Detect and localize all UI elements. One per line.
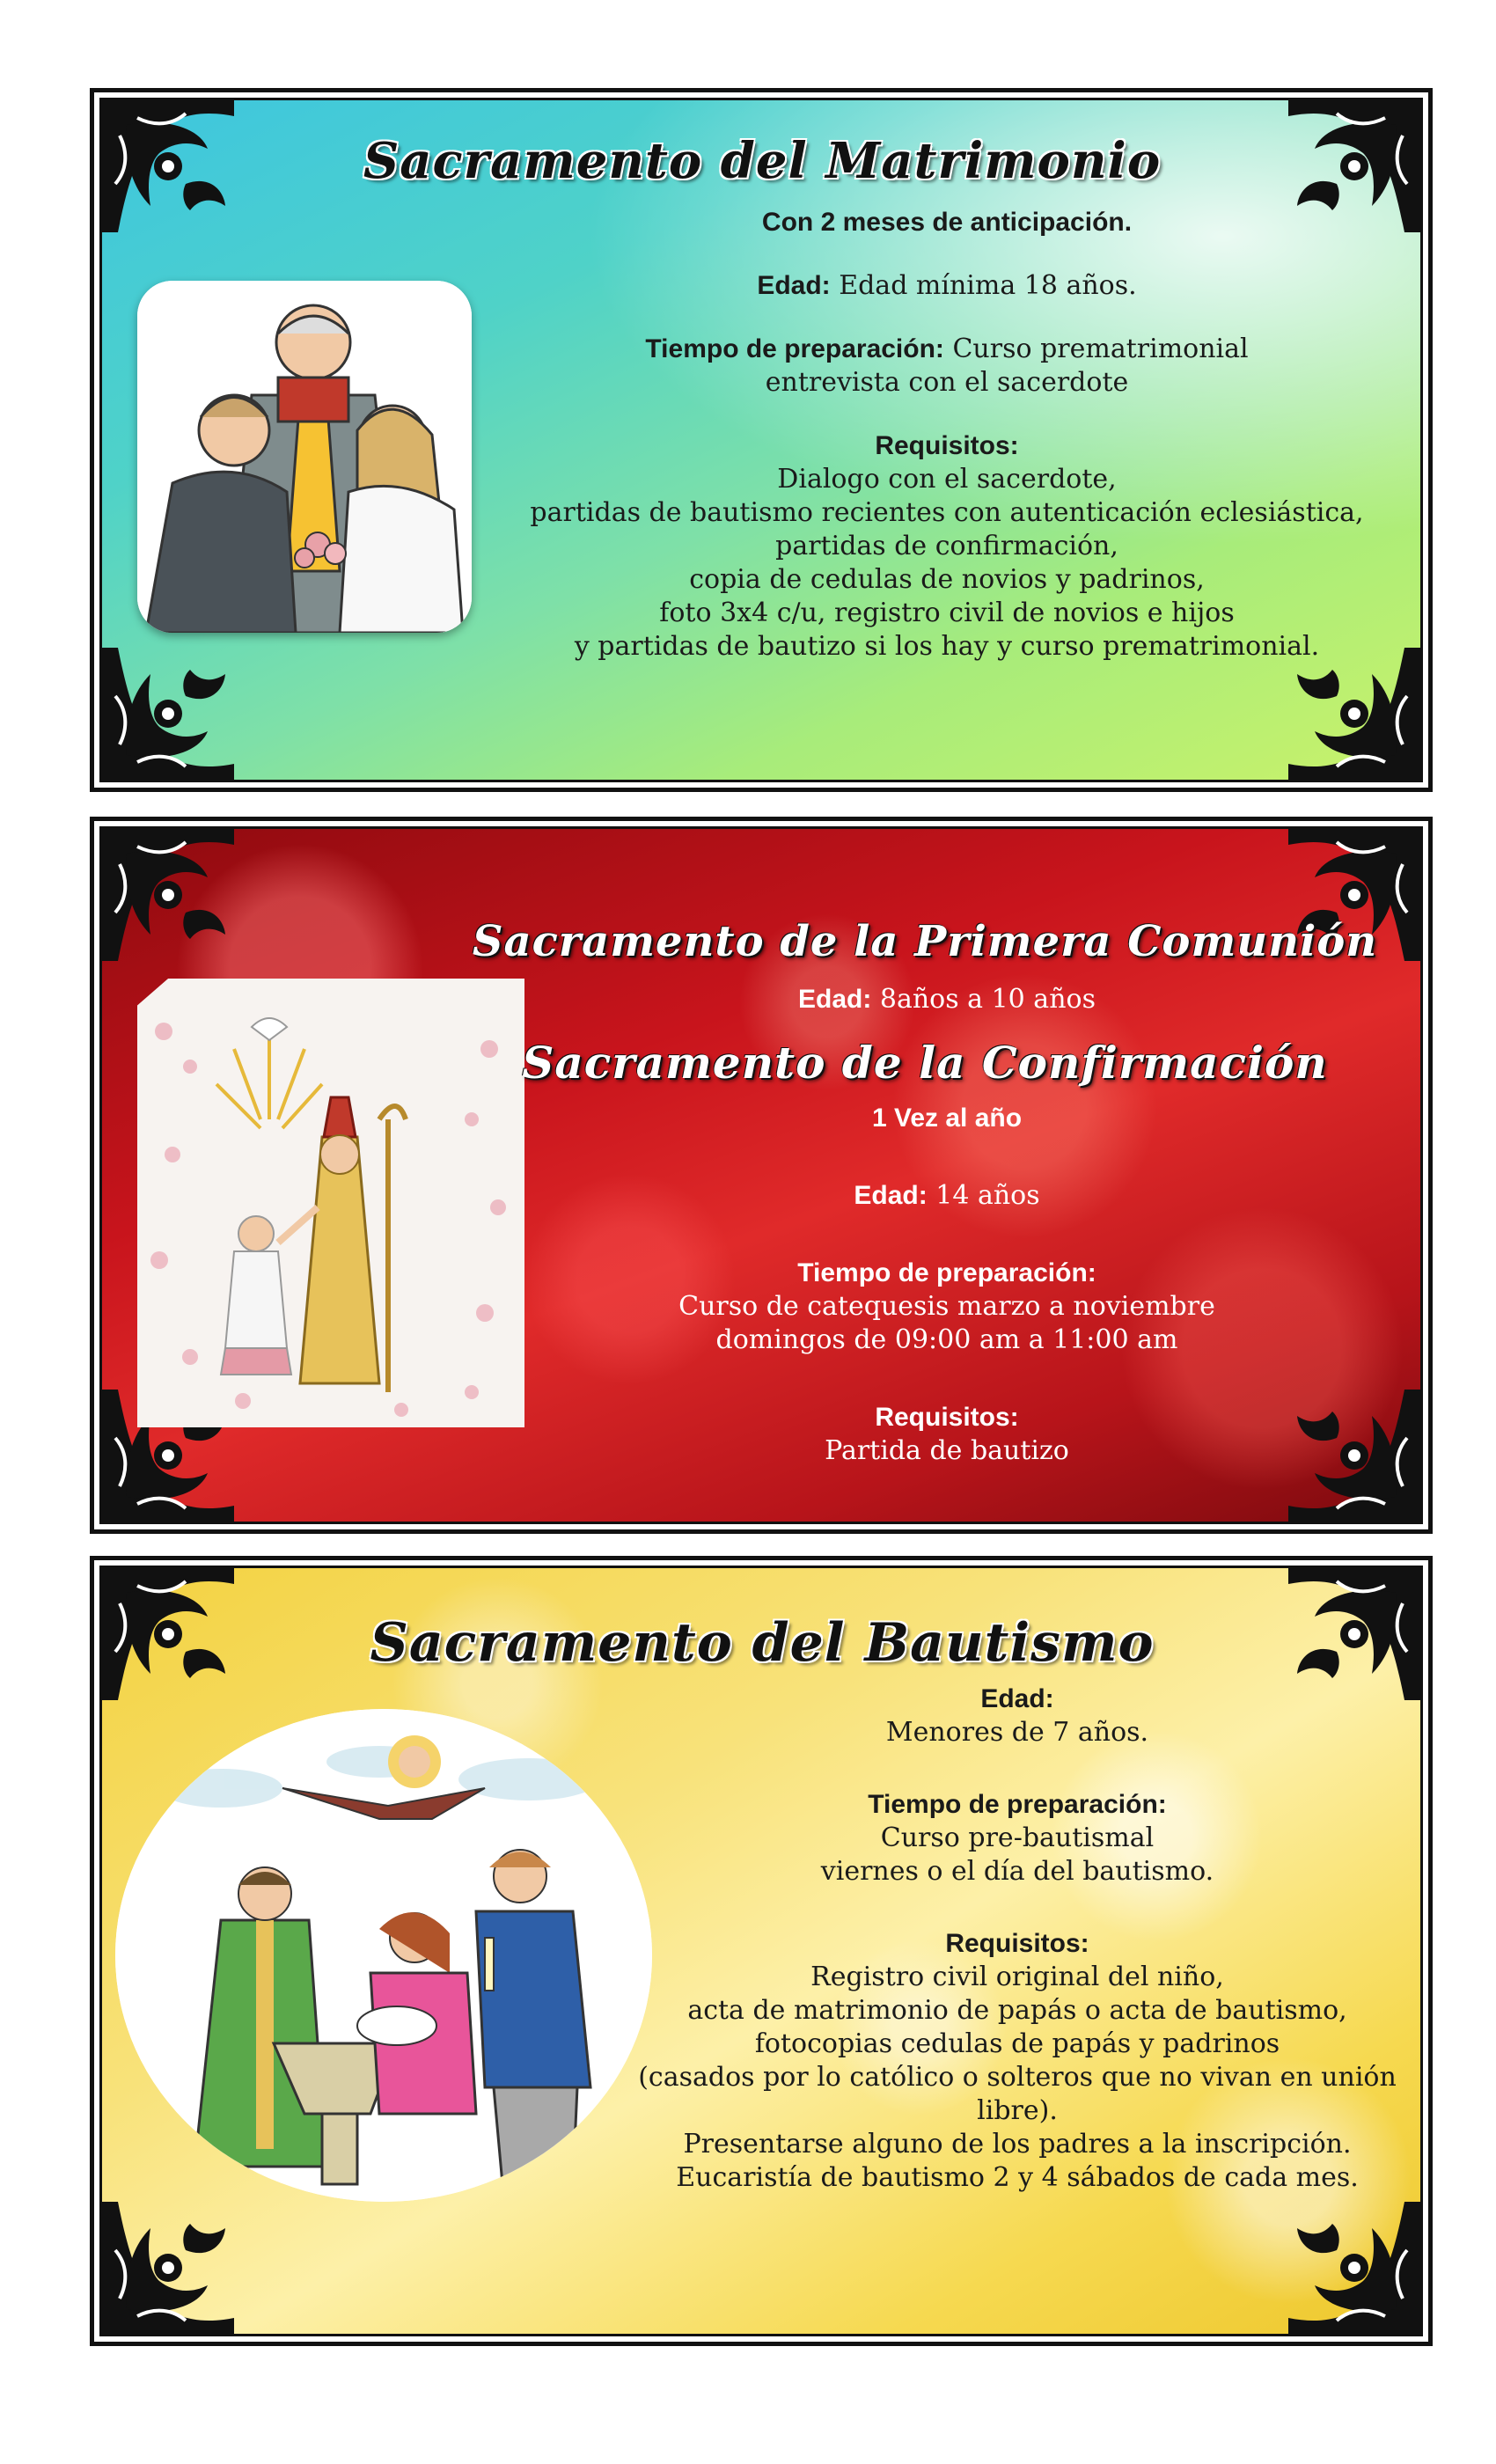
bautismo-content — [612, 1683, 1422, 2195]
age-value: 14 años — [935, 1180, 1040, 1211]
requirement-item: Eucaristía de bautismo 2 y 4 sábados de cada mes. — [676, 2162, 1359, 2193]
requirement-item: Partida de bautizo — [825, 1435, 1069, 1466]
age-label: Edad: — [757, 271, 831, 300]
confirmation-illustration — [137, 979, 524, 1427]
requirement-item: fotocopias cedulas de papás y padrinos — [754, 2028, 1280, 2059]
requirement-item: partidas de bautismo recientes con autenticación eclesiástica, — [530, 497, 1364, 528]
comunion-content — [542, 983, 1352, 1016]
age-label: Edad: — [980, 1684, 1054, 1713]
matrimonio-advance: Con 2 meses de anticipación. — [761, 208, 1133, 237]
requirement-item: foto 3x4 c/u, registro civil de novios e hijos — [659, 598, 1235, 628]
confirmation-frequency: 1 Vez al año — [871, 1104, 1023, 1133]
baptism-illustration — [115, 1709, 652, 2202]
matrimonio-prep — [480, 333, 1413, 366]
matrimonio-content — [480, 206, 1413, 664]
prep-value: Curso de catequesis marzo a noviembre — [678, 1291, 1215, 1322]
age-label: Edad: — [798, 985, 872, 1014]
ornament-corner-icon — [102, 1568, 234, 1700]
ornament-corner-icon — [1288, 1568, 1420, 1700]
matrimonio-age — [480, 269, 1413, 303]
ornament-corner-icon — [102, 100, 234, 232]
wedding-illustration — [137, 281, 472, 633]
matrimonio-title: Sacramento del Matrimonio — [363, 132, 1162, 190]
ornament-corner-icon — [1288, 2202, 1420, 2334]
prep-value: Curso pre-bautismal — [880, 1822, 1155, 1853]
age-value: Edad mínima 18 años. — [839, 270, 1137, 301]
confirmation-content — [542, 1102, 1352, 1468]
requirements-label: Requisitos: — [875, 1403, 1019, 1432]
requirement-item: copia de cedulas de novios y padrinos, — [689, 564, 1205, 595]
prep-label: Tiempo de preparación: — [645, 334, 944, 363]
bautismo-card — [90, 1556, 1433, 2346]
comunion-age — [542, 983, 1352, 1016]
ornament-corner-icon — [102, 2202, 234, 2334]
ornament-corner-icon — [102, 829, 234, 961]
requirements-label: Requisitos: — [945, 1929, 1089, 1958]
age-value: 8años a 10 años — [879, 984, 1096, 1015]
requirements-label: Requisitos: — [875, 431, 1019, 460]
requirement-item: Presentarse alguno de los padres a la inscripción. — [683, 2129, 1352, 2160]
prep-label: Tiempo de preparación: — [797, 1258, 1096, 1287]
bautismo-title: Sacramento del Bautismo — [370, 1612, 1155, 1674]
confirmation-title: Sacramento de la Confirmación — [522, 1037, 1328, 1089]
prep-value-2: viernes o el día del bautismo. — [820, 1856, 1214, 1887]
prep-value: Curso prematrimonial — [952, 334, 1249, 364]
age-label: Edad: — [854, 1181, 928, 1210]
requirement-item: acta de matrimonio de papás o acta de bautismo, — [687, 1995, 1347, 2026]
prep-label: Tiempo de preparación: — [868, 1790, 1167, 1819]
confirmation-age — [542, 1179, 1352, 1213]
requirement-item: (casados por lo católico o solteros que no vivan en unión libre). — [638, 2062, 1397, 2126]
bautismo-card-background — [99, 1566, 1423, 2336]
ornament-corner-icon — [102, 648, 234, 780]
requirement-item: y partidas de bautizo si los hay y curso prematrimonial. — [574, 631, 1320, 662]
prep-value-2: entrevista con el sacerdote — [765, 367, 1129, 398]
comunion-title: Sacramento de la Primera Comunión — [472, 917, 1378, 966]
matrimonio-card — [90, 88, 1433, 792]
comunion-card-background — [99, 826, 1423, 1524]
prep-value-2: domingos de 09:00 am a 11:00 am — [715, 1324, 1178, 1355]
age-value: Menores de 7 años. — [885, 1717, 1149, 1748]
comunion-card — [90, 817, 1433, 1534]
matrimonio-card-background — [99, 98, 1423, 782]
requirement-item: Dialogo con el sacerdote, — [777, 464, 1117, 495]
requirement-item: partidas de confirmación, — [775, 531, 1118, 561]
requirement-item: Registro civil original del niño, — [810, 1962, 1224, 1992]
ornament-corner-icon — [1288, 648, 1420, 780]
